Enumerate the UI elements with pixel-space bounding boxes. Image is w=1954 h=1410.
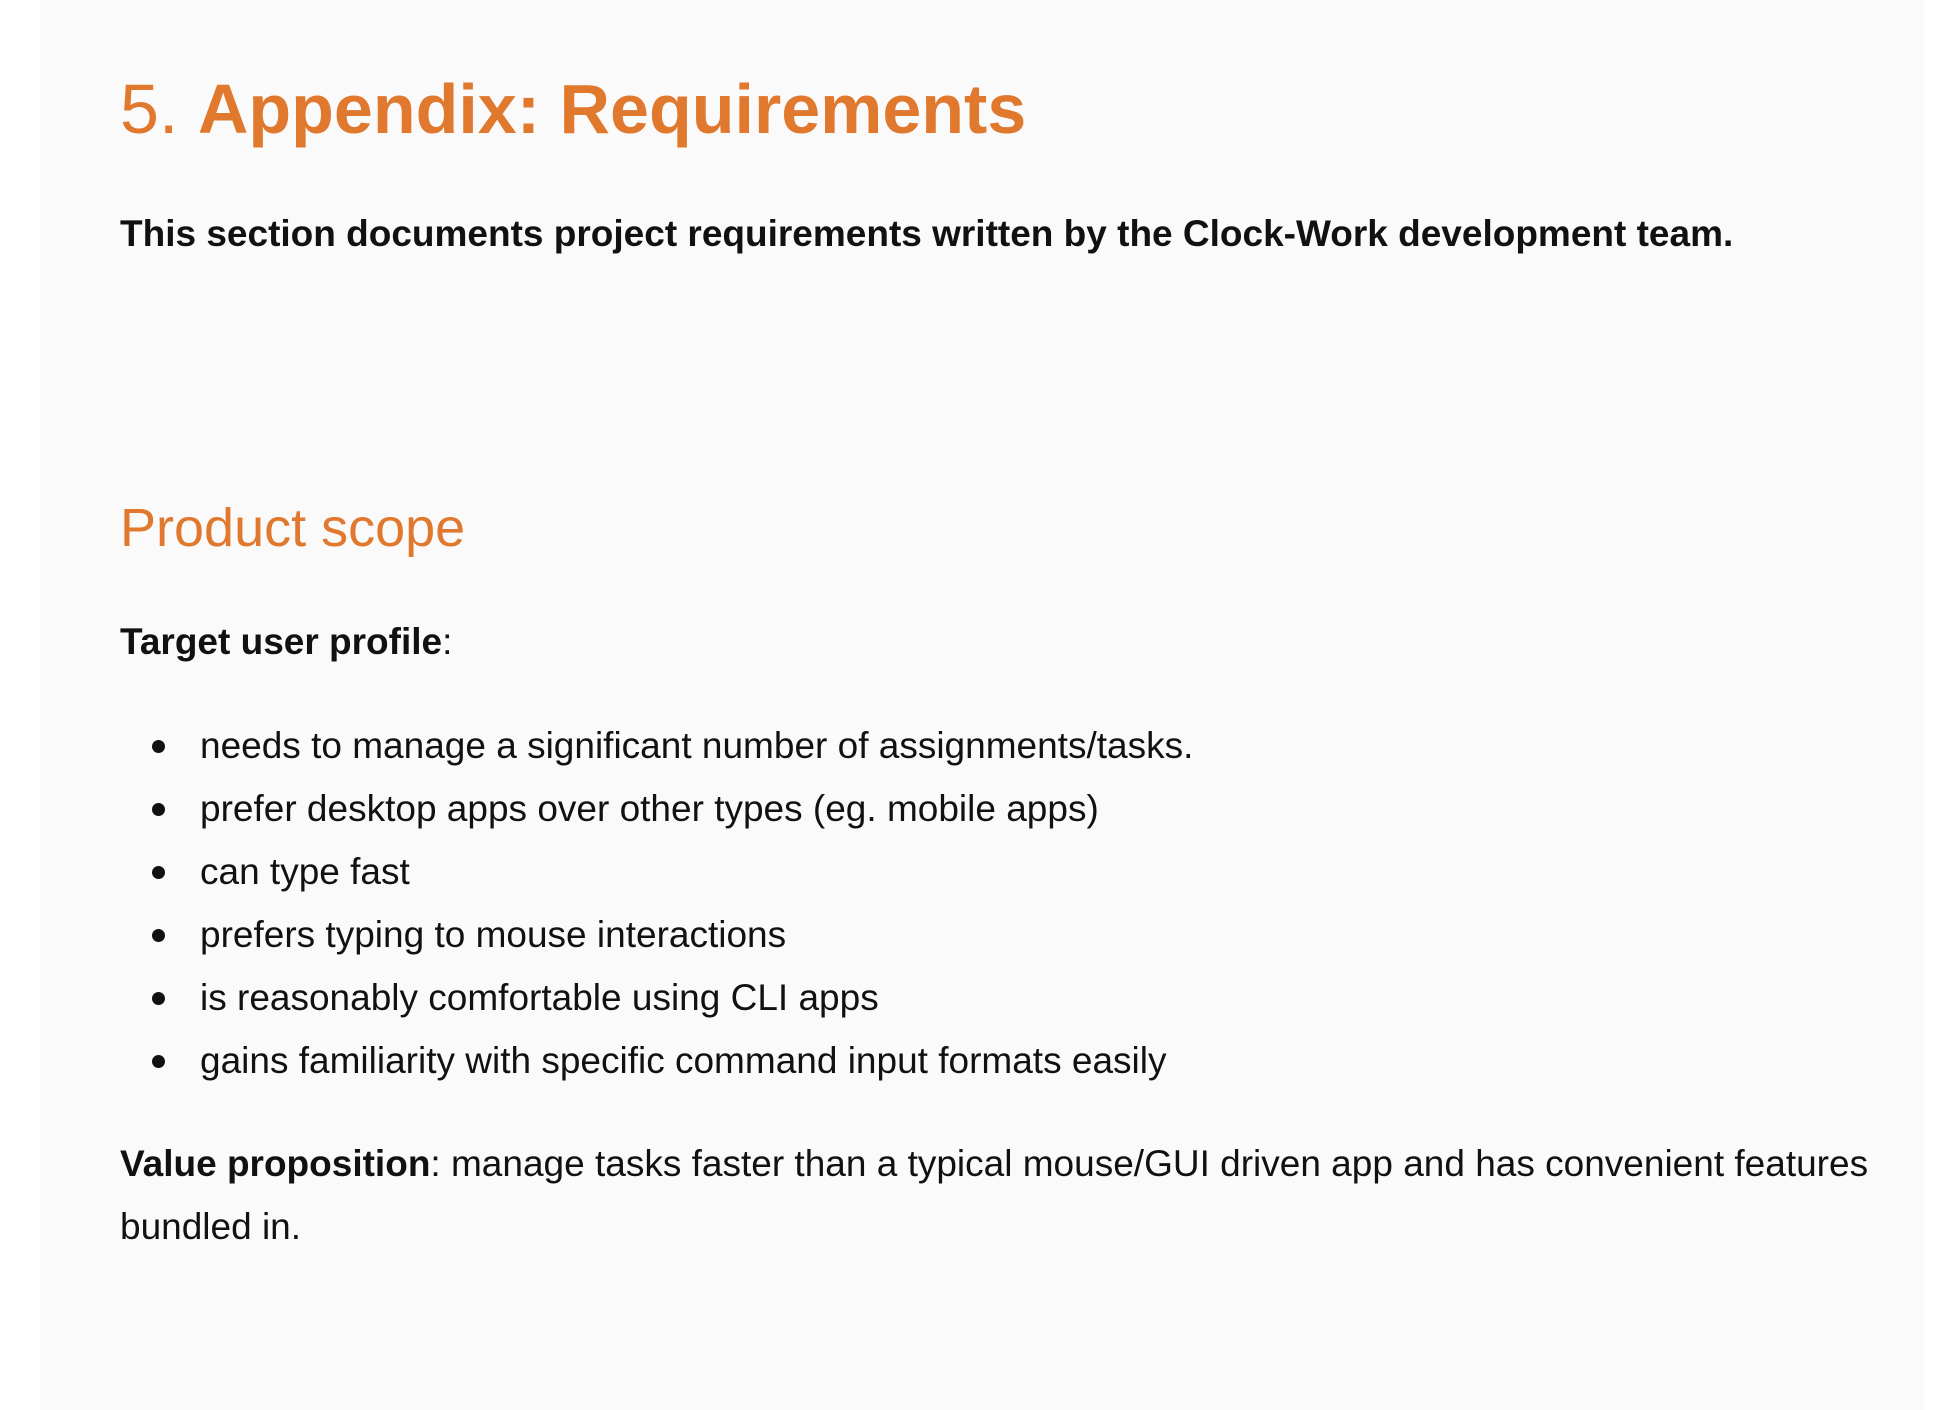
list-item-text: is reasonably comfortable using CLI apps	[200, 977, 879, 1018]
list-item	[120, 777, 1193, 840]
document-page	[40, 0, 1924, 1410]
section-number: 5.	[120, 70, 179, 148]
list-item	[120, 714, 1193, 777]
list-item-text: prefers typing to mouse interactions	[200, 914, 787, 955]
list-item	[120, 1029, 1193, 1092]
bullet-icon	[152, 803, 165, 816]
list-item-text: needs to manage a significant number of assignments/tasks.	[200, 725, 1194, 766]
value-proposition-text: : manage tasks faster than a typical mouse/GUI driven app and has convenient features bundled in.	[120, 1143, 1869, 1247]
bullet-icon	[152, 740, 165, 753]
target-label-suffix: :	[442, 621, 453, 662]
section-heading	[120, 66, 1026, 152]
target-label-bold: Target user profile	[120, 621, 443, 662]
target-user-profile-label	[120, 612, 452, 672]
bullet-icon	[152, 1055, 165, 1068]
list-item	[120, 966, 1193, 1029]
list-item-text: prefer desktop apps over other types (eg. mobile apps)	[200, 788, 1099, 829]
bullet-icon	[152, 866, 165, 879]
list-item-text: gains familiarity with specific command input formats easily	[200, 1040, 1167, 1081]
value-proposition	[120, 1132, 1954, 1258]
section-title: Appendix: Requirements	[197, 70, 1027, 148]
list-item	[120, 840, 1193, 903]
list-item	[120, 903, 1193, 966]
bullet-icon	[152, 992, 165, 1005]
bullet-icon	[152, 929, 165, 942]
list-item-text: can type fast	[200, 851, 410, 892]
target-user-profile-list	[120, 714, 1193, 1092]
section-intro: This section documents project requirements written by the Clock-Work development team.	[120, 213, 1734, 254]
value-proposition-label: Value proposition	[120, 1143, 431, 1184]
product-scope-heading: Product scope	[120, 498, 466, 558]
